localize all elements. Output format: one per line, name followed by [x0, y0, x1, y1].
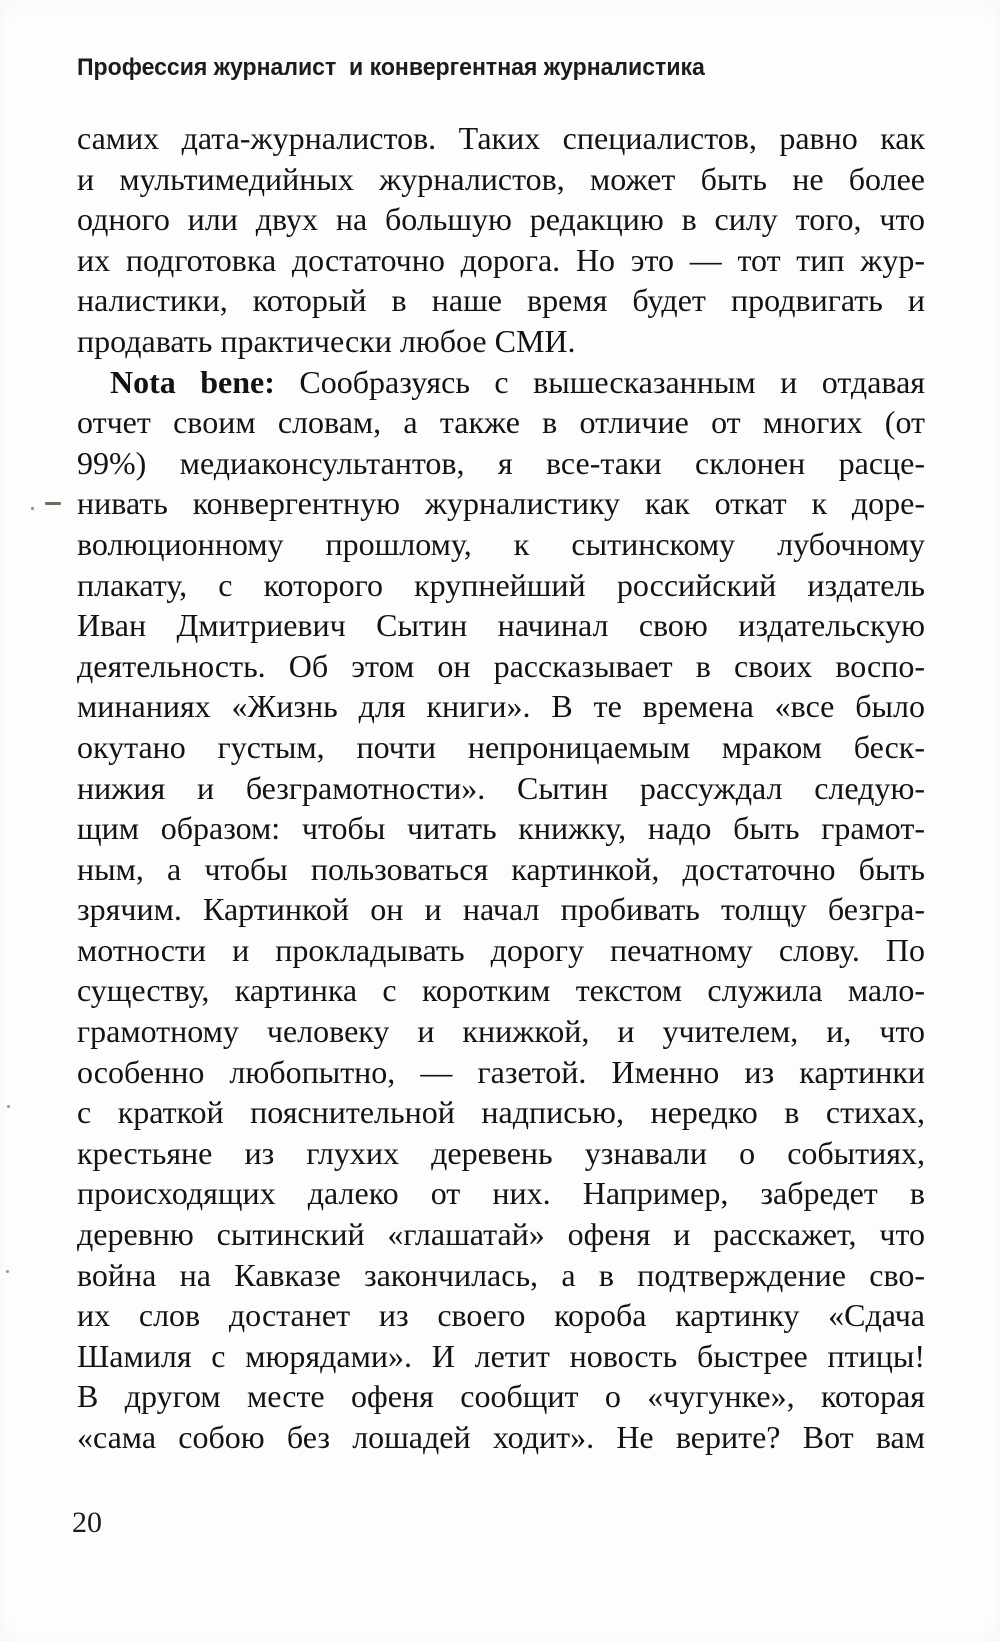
running-header: Профессия журналист и конвергентная журналистика	[77, 54, 705, 81]
text-line: особенно любопытно, — газетой. Именно из картинки	[77, 1053, 925, 1090]
text-line: Шамиля с мюрядами». И летит новость быстрее птицы!	[77, 1337, 925, 1374]
text-line: крестьяне из глухих деревень узнавали о событиях,	[77, 1134, 925, 1171]
text-line: деревню сытинский «глашатай» офеня и расскажет, что	[77, 1216, 925, 1253]
text-line: налистики, который в наше время будет продвигать и	[77, 282, 925, 319]
text-line: одного или двух на большую редакцию в силу того, что	[77, 201, 925, 238]
text-line: самих дата-журналистов. Таких специалистов, равно как	[77, 120, 925, 156]
text-line: минаниях «Жизнь для книги». В те времена «все было	[77, 688, 925, 725]
text-line: мотности и прокладывать дорогу печатному слову. По	[77, 931, 925, 968]
nota-bene-label: Nota bene:	[110, 363, 275, 400]
text-line: и мультимедийных журналистов, может быть не более	[77, 160, 925, 197]
scan-artifact-dot	[31, 507, 34, 510]
text-line: волюционному прошлому, к сытинскому лубочному	[77, 525, 925, 562]
text-line: ным, а чтобы пользоваться картинкой, достаточно быть	[77, 850, 925, 887]
body-text	[77, 118, 925, 1458]
text-line: отчет своим словам, а также в отличие от многих (от	[77, 404, 925, 441]
text-line: В другом месте офеня сообщит о «чугунке», которая	[77, 1378, 925, 1415]
scan-artifact-speck	[7, 1105, 10, 1108]
text-line-nota-bene	[77, 362, 925, 403]
text-line: «сама собою без лошадей ходит». Не верите? Вот вам	[77, 1419, 925, 1455]
text-line: нижия и безграмотности». Сытин рассуждал следую-	[77, 769, 925, 806]
text-line: плакату, с которого крупнейший российский издатель	[77, 566, 925, 603]
text-line: их слов достанет из своего короба картинку «Сдача	[77, 1297, 925, 1334]
text-line: война на Кавказе закончилась, а в подтверждение сво-	[77, 1256, 925, 1293]
text-line: нивать конвергентную журналистику как откат к доре-	[77, 485, 925, 522]
text-line: деятельность. Об этом он рассказывает в своих воспо-	[77, 647, 925, 684]
text-line: с краткой пояснительной надписью, нередко в стихах,	[77, 1094, 925, 1131]
text-line: продавать практически любое СМИ.	[77, 322, 576, 359]
text-line: 99%) медиаконсультантов, я все-таки склонен расце-	[77, 444, 925, 481]
text-line: окутано густым, почти непроницаемым мраком беск-	[77, 728, 925, 765]
scan-artifact-dash	[45, 502, 61, 505]
text-line: щим образом: чтобы читать книжку, надо быть грамот-	[77, 810, 925, 847]
scan-artifact-speck	[6, 1270, 9, 1273]
text-line: существу, картинка с коротким текстом служила мало-	[77, 972, 925, 1009]
text-line: грамотному человеку и книжкой, и учителем, и, что	[77, 1013, 925, 1050]
text-line: зрячим. Картинкой он и начал пробивать толщу безгра-	[77, 891, 925, 928]
text-line: Иван Дмитриевич Сытин начинал свою издательскую	[77, 607, 925, 644]
text-line: их подготовка достаточно дорога. Но это — тот тип жур-	[77, 241, 925, 278]
nota-bene-rest: Сообразуясь с вышесказанным и отдавая	[299, 363, 926, 400]
page-number: 20	[72, 1506, 102, 1539]
text-line: происходящих далеко от них. Например, забредет в	[77, 1175, 925, 1212]
